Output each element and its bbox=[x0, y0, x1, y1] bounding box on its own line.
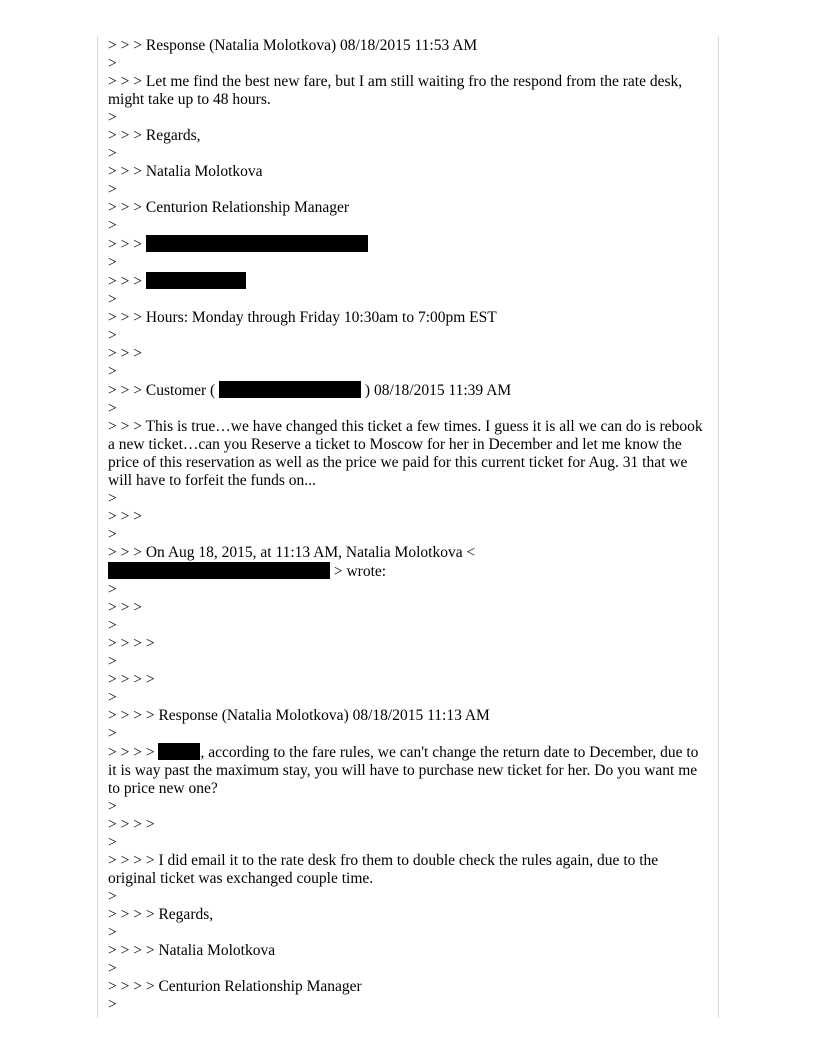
email-line bbox=[108, 942, 708, 960]
email-line-text: > bbox=[108, 217, 117, 234]
email-line bbox=[108, 291, 708, 309]
email-line bbox=[108, 689, 708, 707]
email-line bbox=[108, 743, 708, 798]
email-line-text: > bbox=[108, 109, 117, 126]
email-line bbox=[108, 671, 708, 689]
email-line bbox=[108, 978, 708, 996]
email-line bbox=[108, 960, 708, 978]
redaction-box bbox=[146, 235, 368, 252]
email-line-text: > wrote: bbox=[330, 563, 387, 580]
email-line bbox=[108, 617, 708, 635]
email-line-text: > > > bbox=[108, 273, 146, 290]
email-line-text: ) 08/18/2015 11:39 AM bbox=[361, 382, 512, 399]
email-line-text: , according to the fare rules, we can't change the return date to December, due to it is way past the maximum stay, you will have to purchase new ticket for her. Do you want me to price new one? bbox=[108, 744, 703, 797]
email-line-text: > > > > I did email it to the rate desk fro them to double check the rules again, due to the original ticket was exchanged couple time. bbox=[108, 852, 663, 887]
email-line bbox=[108, 653, 708, 671]
email-line-text: > > > Customer ( bbox=[108, 382, 220, 399]
email-line bbox=[108, 562, 708, 581]
email-line bbox=[108, 55, 708, 73]
email-line-text: > bbox=[108, 834, 117, 851]
email-line bbox=[108, 599, 708, 617]
email-line bbox=[108, 490, 708, 508]
redaction-box bbox=[219, 381, 361, 398]
redaction-box bbox=[108, 562, 330, 579]
email-line bbox=[108, 508, 708, 526]
email-line bbox=[108, 309, 708, 327]
email-line bbox=[108, 888, 708, 906]
email-line bbox=[108, 581, 708, 599]
email-line bbox=[108, 254, 708, 272]
email-line bbox=[108, 834, 708, 852]
email-line-text: > > > Natalia Molotkova bbox=[108, 163, 263, 180]
email-line bbox=[108, 852, 708, 888]
email-line-text: > bbox=[108, 996, 117, 1013]
email-line bbox=[108, 544, 708, 562]
email-line bbox=[108, 181, 708, 199]
email-line-text: > > > > Natalia Molotkova bbox=[108, 942, 276, 959]
email-line-text: > bbox=[108, 400, 117, 417]
email-line bbox=[108, 526, 708, 544]
email-line bbox=[108, 37, 708, 55]
email-line-text: > bbox=[108, 653, 117, 670]
email-line bbox=[108, 418, 708, 490]
email-line-text: > > > bbox=[108, 599, 142, 616]
redaction-box bbox=[146, 272, 246, 289]
email-line-text: > > > > bbox=[108, 671, 155, 688]
email-line bbox=[108, 217, 708, 235]
email-line bbox=[108, 272, 708, 291]
email-line-text: > bbox=[108, 960, 117, 977]
email-line bbox=[108, 199, 708, 217]
email-line-text: > > > bbox=[108, 508, 142, 525]
email-line-text: > bbox=[108, 145, 117, 162]
email-line-text: > > > On Aug 18, 2015, at 11:13 AM, Natalia Molotkova < bbox=[108, 544, 476, 561]
email-line-text: > > > This is true…we have changed this ticket a few times. I guess it is all we can do is rebook a new ticket…can you Reserve a ticket to Moscow for her in December and let me know the price of this reservation as well as the price we paid for this current ticket for Aug. 31 that we will have to forfeit the funds on... bbox=[108, 418, 707, 489]
redaction-box bbox=[158, 743, 200, 760]
email-line-text: > > > bbox=[108, 236, 146, 253]
email-line-text: > bbox=[108, 327, 117, 344]
email-line bbox=[108, 163, 708, 181]
email-line-text: > > > > Response (Natalia Molotkova) 08/18/2015 11:13 AM bbox=[108, 707, 490, 724]
email-line-text: > > > bbox=[108, 345, 142, 362]
email-line bbox=[108, 400, 708, 418]
email-line bbox=[108, 235, 708, 254]
email-line-text: > > > > bbox=[108, 635, 155, 652]
email-line bbox=[108, 127, 708, 145]
email-line bbox=[108, 725, 708, 743]
email-line-text: > > > Response (Natalia Molotkova) 08/18/2015 11:53 AM bbox=[108, 37, 478, 54]
email-line-text: > bbox=[108, 363, 117, 380]
email-line-text: > bbox=[108, 617, 117, 634]
email-line bbox=[108, 924, 708, 942]
email-line-text: > > > Let me find the best new fare, but I am still waiting fro the respond from the rate desk, might take up to 48 hours. bbox=[108, 73, 687, 108]
email-line-text: > > > > bbox=[108, 744, 159, 761]
email-line-text: > bbox=[108, 526, 117, 543]
email-line-text: > bbox=[108, 689, 117, 706]
email-line-text: > bbox=[108, 291, 117, 308]
email-line-text: > bbox=[108, 181, 117, 198]
email-line-text: > bbox=[108, 725, 117, 742]
email-line-text: > > > Regards, bbox=[108, 127, 201, 144]
email-line-text: > bbox=[108, 924, 117, 941]
email-line bbox=[108, 707, 708, 725]
email-line bbox=[108, 996, 708, 1014]
email-line bbox=[108, 145, 708, 163]
email-thread-document bbox=[108, 37, 708, 1014]
email-line-text: > bbox=[108, 581, 117, 598]
email-line-text: > bbox=[108, 254, 117, 271]
email-line bbox=[108, 73, 708, 109]
email-line bbox=[108, 363, 708, 381]
email-line-text: > bbox=[108, 490, 117, 507]
email-line-text: > > > Hours: Monday through Friday 10:30am to 7:00pm EST bbox=[108, 309, 497, 326]
email-line-text: > bbox=[108, 888, 117, 905]
email-line-text: > bbox=[108, 798, 117, 815]
email-line-text: > > > Centurion Relationship Manager bbox=[108, 199, 350, 216]
email-line bbox=[108, 906, 708, 924]
email-line-text: > > > > bbox=[108, 816, 155, 833]
email-line bbox=[108, 381, 708, 400]
email-line bbox=[108, 345, 708, 363]
email-line bbox=[108, 635, 708, 653]
email-line-text: > > > > Regards, bbox=[108, 906, 214, 923]
email-line bbox=[108, 109, 708, 127]
email-line bbox=[108, 816, 708, 834]
email-line bbox=[108, 798, 708, 816]
email-line bbox=[108, 327, 708, 345]
email-line-text: > bbox=[108, 55, 117, 72]
email-line-text: > > > > Centurion Relationship Manager bbox=[108, 978, 362, 995]
